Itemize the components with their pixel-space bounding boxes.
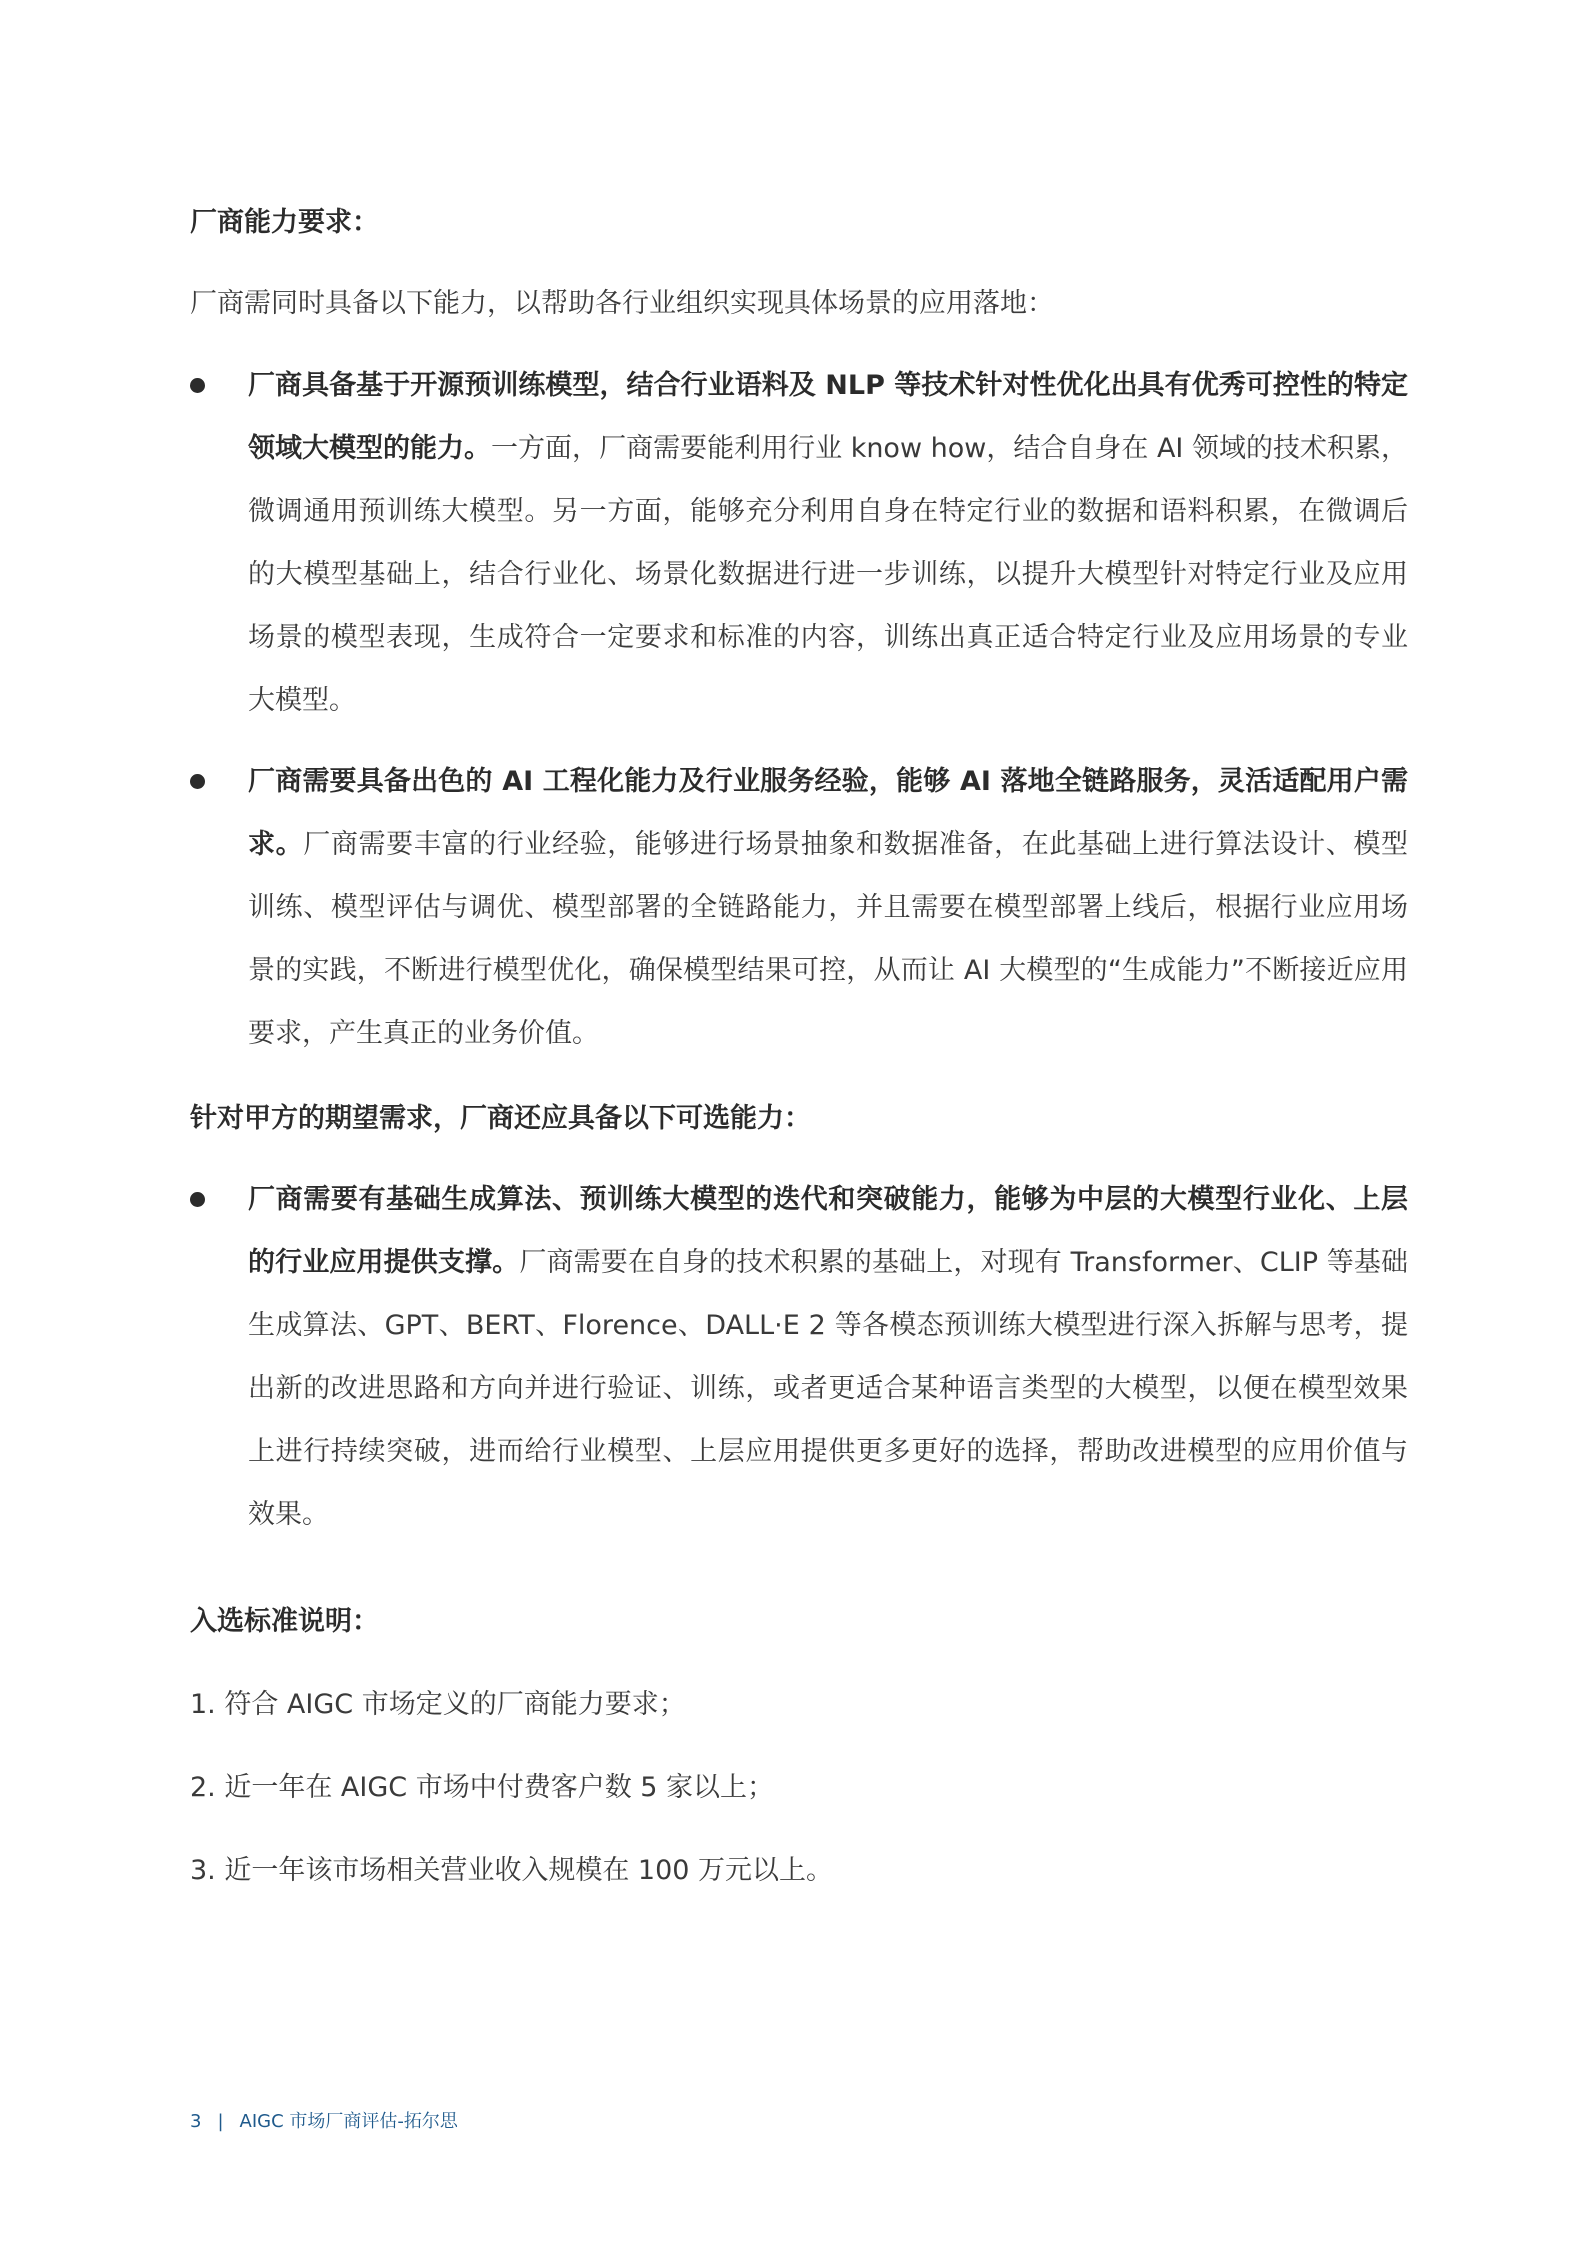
bullet-body-text: 一方面，厂商需要能利用行业 know how，结合自身在 AI 领域的技术积累，微调通用预训练大模型。另一方面，能够充分利用自身在特定行业的数据和语料积累，在微调后的大模型基础上，结合行业化、场景化数据进行进一步训练，以提升大模型针对特定行业及应用场景的模型表现，生成符合一定要求和标准的内容，训练出真正适合特定行业及应用场景的专业大模型。 (248, 433, 1409, 716)
bullet-dot (190, 774, 205, 789)
section-heading-vendor-capability: 厂商能力要求： (190, 207, 379, 238)
bullet-item (248, 750, 1408, 1065)
footer-title: AIGC 市场厂商评估-拓尔思 (239, 2111, 458, 2132)
criteria-item: 3. 近一年该市场相关营业收入规模在 100 万元以上。 (190, 1855, 834, 1886)
criteria-item: 1. 符合 AIGC 市场定义的厂商能力要求； (190, 1689, 686, 1720)
bullet-bold-text: 厂商需要具备出色的 AI 工程化能力及行业服务经验，能够 AI 落地全链路服务，灵活适配用户需求。 (248, 766, 1408, 860)
bullet-body-text: 厂商需要丰富的行业经验，能够进行场景抽象和数据准备，在此基础上进行算法设计、模型训练、模型评估与调优、模型部署的全链路能力，并且需要在模型部署上线后，根据行业应用场景的实践，不断进行模型优化，确保模型结果可控，从而让 AI 大模型的“生成能力”不断接近应用要求，产生真正的业务价值。 (248, 829, 1409, 1049)
criteria-item: 2. 近一年在 AIGC 市场中付费客户数 5 家以上； (190, 1772, 775, 1803)
bullet-item (248, 1168, 1408, 1546)
bullet-dot (190, 378, 205, 393)
footer-separator: | (217, 2111, 224, 2132)
page-number: 3 (190, 2111, 202, 2132)
section-heading-selection-criteria: 入选标准说明： (190, 1606, 379, 1637)
bullet-bold-text: 厂商具备基于开源预训练模型，结合行业语料及 NLP 等技术针对性优化出具有优秀可控性的特定领域大模型的能力。 (248, 370, 1408, 464)
bullet-bold-text: 厂商需要有基础生成算法、预训练大模型的迭代和突破能力，能够为中层的大模型行业化、上层的行业应用提供支撑。 (248, 1184, 1408, 1278)
bullet-dot (190, 1192, 205, 1207)
section-intro: 厂商需同时具备以下能力，以帮助各行业组织实现具体场景的应用落地： (190, 288, 1054, 319)
section-heading-optional-capability: 针对甲方的期望需求，厂商还应具备以下可选能力： (190, 1103, 811, 1134)
bullet-body-text: 厂商需要在自身的技术积累的基础上，对现有 Transformer、CLIP 等基础生成算法、GPT、BERT、Florence、DALL·E 2 等各模态预训练大模型进行深入拆解与思考，提出新的改进思路和方向并进行验证、训练，或者更适合某种语言类型的大模型，以便在模型效果上进行持续突破，进而给行业模型、上层应用提供更多更好的选择，帮助改进模型的应用价值与效果。 (248, 1247, 1409, 1530)
bullet-item (248, 354, 1408, 732)
page-footer (190, 2110, 458, 2134)
